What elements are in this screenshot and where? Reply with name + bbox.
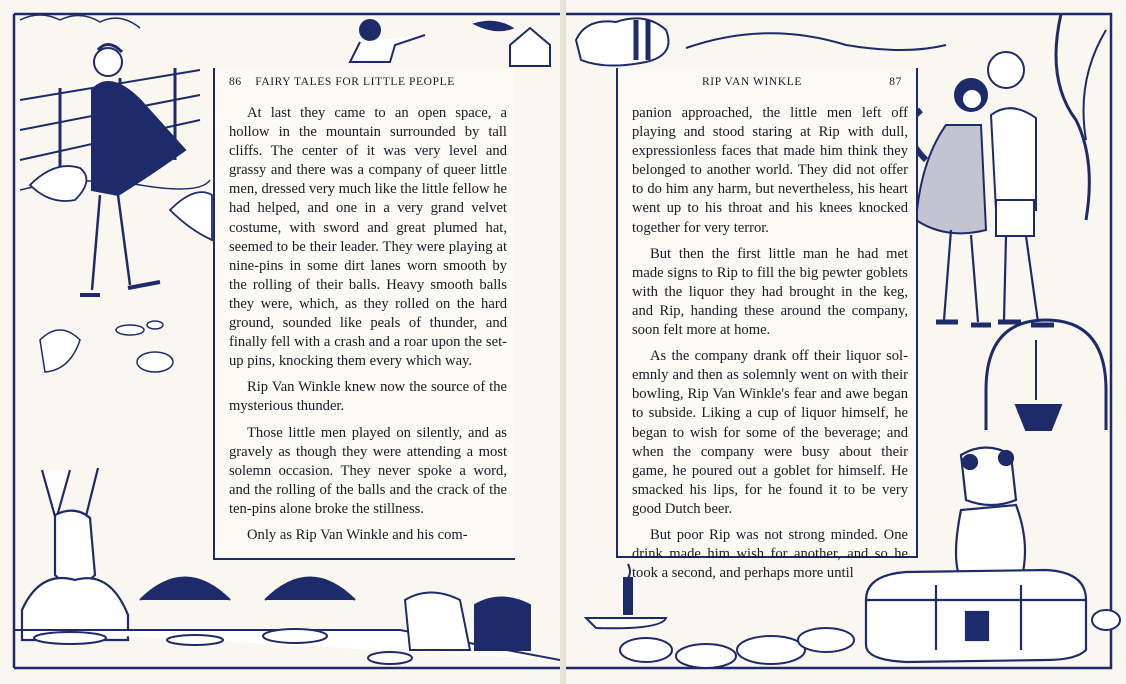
paragraph: As the company drank off their liquor solemnly and then as solemnly went on with their bowling, Rip Van Winkle's fear and awe began to subside. Liking a cup of liquor himself, he began to wish for some of the beverage; and when the company were busy about their game, he poured out a goblet for himself. He smacked his lips, for he found it to be very good Dutch beer. [632,348,908,517]
right-page [566,0,1126,684]
left-body-text [229,104,507,545]
stones [40,321,173,372]
paragraph: Those little men played on silently, and as gravely as though they were attending a most solemn occasion. They never spoke a word, and the rolling of the balls and the crack of the ten-pins alone broke the stillness. [229,424,507,517]
left-head-title: FAIRY TALES FOR LITTLE PEOPLE [255,76,455,88]
left-running-head [229,76,455,88]
dog-figure [956,448,1025,581]
paragraph: Only as Rip Van Winkle and his com- [247,526,468,543]
paragraph: But then the first little man he had met made signs to Rip to fill the big pewter goblets with the liquor they had brought in the keg, and Rip, handing these around the company, soon felt more at home. [632,245,908,339]
right-head-title: RIP VAN WINKLE [702,76,802,88]
right-text-block [616,68,918,582]
right-page-number: 87 [889,76,902,88]
paragraph: Rip Van Winkle knew now the source of the mysterious thunder. [229,379,507,415]
boy-figure [350,20,550,66]
left-text-block [213,68,515,560]
right-body-text [632,104,908,583]
arch-lantern [986,320,1106,430]
treasure-chest [866,570,1086,662]
paragraph: But poor Rip was not strong minded. One drink made him wish for another, and so he took a second, and perhaps more until [632,526,908,582]
left-page [0,0,560,684]
children-figure [910,52,1054,325]
left-page-number: 86 [229,76,242,88]
paragraph: panion approached, the little men left off playing and stood staring at Rip with dull, expressionless faces that made him think they belonged to another world. They did not offer to do him any harm, but nevertheless, his heart went up to his throat and his knees knocked together for very terror. [632,105,908,236]
paragraph: At last they came to an open space, a hollow in the mountain surrounded by tall cliffs. The center of it was very level and grassy and there was a company of queer little men, dressed very much like the little fellow he had helped, and one in a very grand velvet costume, with sword and great plumed hat, seemed to be their leader. They were playing at nine-pins in some dirt lanes worn smooth by the rolling of their balls. Heavy smooth balls they were, which, as they rolled on the hard ground, sounded like peals of thunder, and finally fell with a crash and a roar upon the set-up pins, knocking them every which way. [229,105,507,370]
donkey-figure [22,468,128,640]
